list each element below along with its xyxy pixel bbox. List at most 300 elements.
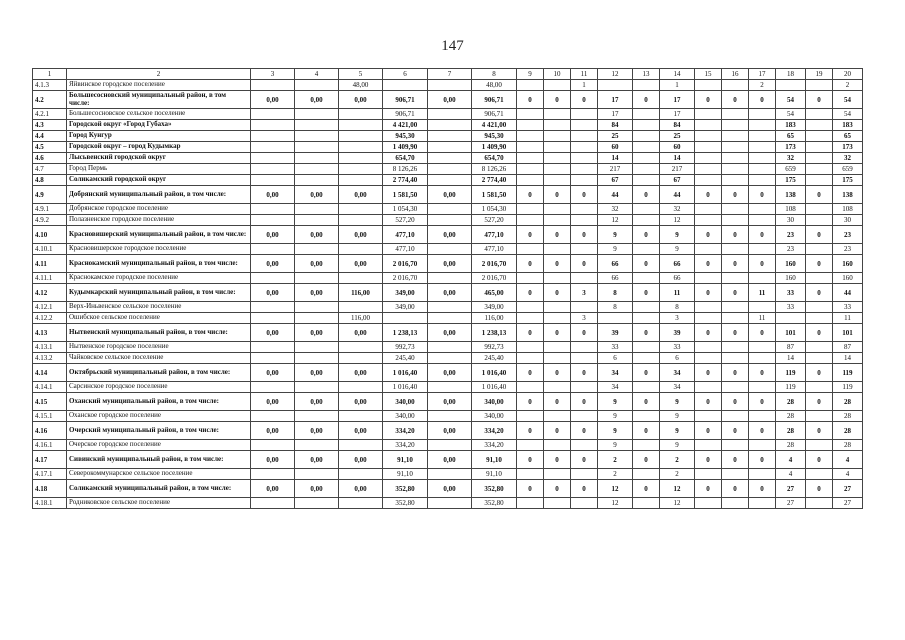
value-cell: 1 016,40 <box>383 382 428 393</box>
value-cell: 0,00 <box>295 226 339 244</box>
value-cell: 34 <box>598 382 633 393</box>
value-cell: 906,71 <box>383 109 428 120</box>
value-cell <box>517 353 544 364</box>
value-cell <box>806 215 833 226</box>
row-code-cell: 4.5 <box>33 142 67 153</box>
value-cell: 9 <box>660 244 695 255</box>
value-cell <box>428 382 472 393</box>
value-cell: 66 <box>598 255 633 273</box>
value-cell <box>633 353 660 364</box>
value-cell: 9 <box>598 422 633 440</box>
value-cell <box>251 142 295 153</box>
value-cell: 34 <box>598 364 633 382</box>
value-cell <box>806 131 833 142</box>
value-cell: 334,20 <box>383 440 428 451</box>
value-cell: 4 <box>776 469 806 480</box>
value-cell: 0,00 <box>295 91 339 109</box>
value-cell <box>749 342 776 353</box>
value-cell <box>571 244 598 255</box>
value-cell: 17 <box>598 91 633 109</box>
value-cell <box>695 204 722 215</box>
value-cell: 9 <box>598 411 633 422</box>
value-cell: 44 <box>833 284 863 302</box>
value-cell <box>544 382 571 393</box>
value-cell <box>749 382 776 393</box>
value-cell <box>749 440 776 451</box>
value-cell <box>633 109 660 120</box>
value-cell <box>339 204 383 215</box>
value-cell <box>544 411 571 422</box>
value-cell: 0 <box>749 393 776 411</box>
row-code-cell: 4.13.2 <box>33 353 67 364</box>
value-cell: 0,00 <box>295 422 339 440</box>
row-name-cell: Очерское городское поселение <box>67 440 251 451</box>
value-cell <box>571 204 598 215</box>
value-cell <box>722 302 749 313</box>
value-cell: 2 016,70 <box>383 255 428 273</box>
value-cell <box>517 142 544 153</box>
value-cell: 477,10 <box>383 226 428 244</box>
value-cell <box>722 313 749 324</box>
value-cell: 2 774,40 <box>383 175 428 186</box>
value-cell <box>517 498 544 509</box>
value-cell <box>633 215 660 226</box>
value-cell <box>749 498 776 509</box>
value-cell: 14 <box>660 153 695 164</box>
value-cell: 334,20 <box>472 440 517 451</box>
value-cell <box>517 440 544 451</box>
value-cell: 465,00 <box>472 284 517 302</box>
value-cell: 0 <box>517 451 544 469</box>
row-code-cell: 4.13.1 <box>33 342 67 353</box>
value-cell <box>295 215 339 226</box>
value-cell <box>517 411 544 422</box>
value-cell <box>722 142 749 153</box>
value-cell <box>295 204 339 215</box>
value-cell: 0 <box>544 422 571 440</box>
value-cell: 32 <box>598 204 633 215</box>
row-name-cell: Город Кунгур <box>67 131 251 142</box>
value-cell <box>251 120 295 131</box>
row-name-cell: Соликамский муниципальный район, в том числе: <box>67 480 251 498</box>
value-cell: 527,20 <box>383 215 428 226</box>
value-cell <box>749 411 776 422</box>
row-name-cell: Городской округ – город Кудымкар <box>67 142 251 153</box>
value-cell: 14 <box>598 153 633 164</box>
value-cell: 1 581,50 <box>383 186 428 204</box>
value-cell <box>428 342 472 353</box>
value-cell <box>428 80 472 91</box>
value-cell: 2 016,70 <box>472 273 517 284</box>
value-cell: 0,00 <box>339 186 383 204</box>
value-cell <box>339 244 383 255</box>
value-cell <box>544 302 571 313</box>
value-cell: 0 <box>571 364 598 382</box>
value-cell: 138 <box>833 186 863 204</box>
value-cell <box>544 440 571 451</box>
value-cell: 659 <box>833 164 863 175</box>
value-cell: 2 774,40 <box>472 175 517 186</box>
row-name-cell: Ошибское сельское поселение <box>67 313 251 324</box>
value-cell: 0,00 <box>295 186 339 204</box>
value-cell: 352,80 <box>472 480 517 498</box>
value-cell: 160 <box>776 273 806 284</box>
value-cell <box>428 440 472 451</box>
value-cell: 54 <box>833 109 863 120</box>
value-cell <box>571 353 598 364</box>
value-cell <box>722 164 749 175</box>
value-cell <box>633 120 660 131</box>
value-cell <box>722 175 749 186</box>
row-code-cell: 4.17.1 <box>33 469 67 480</box>
value-cell: 4 <box>833 451 863 469</box>
value-cell: 659 <box>776 164 806 175</box>
value-cell: 477,10 <box>472 244 517 255</box>
value-cell <box>695 215 722 226</box>
value-cell: 0 <box>633 186 660 204</box>
value-cell: 4 421,00 <box>472 120 517 131</box>
value-cell: 119 <box>776 382 806 393</box>
value-cell: 0 <box>633 422 660 440</box>
value-cell: 0,00 <box>428 255 472 273</box>
value-cell: 2 016,70 <box>472 255 517 273</box>
value-cell: 0 <box>749 480 776 498</box>
value-cell: 9 <box>660 440 695 451</box>
value-cell <box>339 411 383 422</box>
value-cell <box>517 313 544 324</box>
value-cell <box>633 204 660 215</box>
value-cell <box>806 302 833 313</box>
value-cell <box>544 313 571 324</box>
value-cell <box>339 273 383 284</box>
value-cell <box>806 273 833 284</box>
value-cell: 33 <box>598 342 633 353</box>
row-name-cell: Оханское городское поселение <box>67 411 251 422</box>
table-row <box>33 302 863 313</box>
table-row <box>33 411 863 422</box>
row-name-cell: Нытвенский муниципальный район, в том числе: <box>67 324 251 342</box>
value-cell: 0,00 <box>251 393 295 411</box>
value-cell <box>544 131 571 142</box>
value-cell: 0,00 <box>251 451 295 469</box>
value-cell: 0 <box>749 422 776 440</box>
value-cell <box>571 153 598 164</box>
value-cell: 39 <box>660 324 695 342</box>
value-cell: 33 <box>776 284 806 302</box>
value-cell: 0 <box>806 451 833 469</box>
column-number-cell: 15 <box>695 69 722 80</box>
value-cell: 340,00 <box>383 411 428 422</box>
value-cell: 27 <box>776 480 806 498</box>
value-cell <box>383 80 428 91</box>
value-cell: 654,70 <box>472 153 517 164</box>
column-number-cell: 14 <box>660 69 695 80</box>
value-cell <box>571 342 598 353</box>
column-number-cell: 5 <box>339 69 383 80</box>
value-cell: 0 <box>633 324 660 342</box>
column-number-cell: 18 <box>776 69 806 80</box>
value-cell <box>806 204 833 215</box>
table-row <box>33 204 863 215</box>
row-name-cell: Чайковское сельское поселение <box>67 353 251 364</box>
value-cell: 6 <box>598 353 633 364</box>
value-cell <box>749 244 776 255</box>
value-cell: 245,40 <box>472 353 517 364</box>
value-cell: 14 <box>776 353 806 364</box>
value-cell: 54 <box>833 91 863 109</box>
value-cell <box>251 175 295 186</box>
table-row <box>33 255 863 273</box>
value-cell <box>722 80 749 91</box>
value-cell: 0 <box>544 255 571 273</box>
value-cell: 8 <box>598 284 633 302</box>
row-code-cell: 4.3 <box>33 120 67 131</box>
value-cell <box>428 353 472 364</box>
row-name-cell: Полазненское городское поселение <box>67 215 251 226</box>
value-cell: 67 <box>598 175 633 186</box>
value-cell: 9 <box>598 244 633 255</box>
value-cell <box>633 153 660 164</box>
value-cell <box>633 411 660 422</box>
value-cell: 91,10 <box>472 451 517 469</box>
value-cell: 0 <box>695 186 722 204</box>
value-cell <box>806 109 833 120</box>
value-cell <box>295 469 339 480</box>
value-cell: 0 <box>749 186 776 204</box>
value-cell: 0 <box>722 364 749 382</box>
value-cell <box>251 131 295 142</box>
value-cell <box>251 440 295 451</box>
value-cell: 1 409,90 <box>383 142 428 153</box>
value-cell: 0 <box>722 451 749 469</box>
value-cell <box>428 411 472 422</box>
value-cell <box>544 273 571 284</box>
value-cell: 0 <box>571 91 598 109</box>
value-cell <box>806 153 833 164</box>
value-cell <box>695 142 722 153</box>
value-cell <box>722 109 749 120</box>
table-row <box>33 451 863 469</box>
value-cell <box>544 175 571 186</box>
value-cell: 0,00 <box>295 255 339 273</box>
value-cell <box>722 498 749 509</box>
value-cell: 0,00 <box>251 255 295 273</box>
row-code-cell: 4.2 <box>33 91 67 109</box>
value-cell <box>749 204 776 215</box>
value-cell: 3 <box>571 284 598 302</box>
value-cell: 0 <box>722 91 749 109</box>
value-cell <box>806 142 833 153</box>
value-cell <box>695 313 722 324</box>
value-cell: 4 <box>776 451 806 469</box>
value-cell: 0 <box>571 393 598 411</box>
value-cell: 0 <box>544 91 571 109</box>
value-cell: 0 <box>571 186 598 204</box>
value-cell: 9 <box>660 411 695 422</box>
value-cell <box>428 498 472 509</box>
value-cell: 654,70 <box>383 153 428 164</box>
value-cell: 33 <box>776 302 806 313</box>
value-cell <box>517 164 544 175</box>
value-cell: 0 <box>517 226 544 244</box>
value-cell <box>571 302 598 313</box>
table-row <box>33 142 863 153</box>
value-cell: 12 <box>660 480 695 498</box>
value-cell <box>633 273 660 284</box>
value-cell: 0,00 <box>428 226 472 244</box>
value-cell: 349,00 <box>472 302 517 313</box>
value-cell <box>571 498 598 509</box>
value-cell <box>806 164 833 175</box>
value-cell <box>544 204 571 215</box>
value-cell: 340,00 <box>472 411 517 422</box>
value-cell: 0 <box>633 451 660 469</box>
value-cell: 0 <box>722 255 749 273</box>
value-cell: 0 <box>749 255 776 273</box>
value-cell: 0 <box>806 255 833 273</box>
value-cell <box>251 302 295 313</box>
value-cell: 0,00 <box>295 324 339 342</box>
row-code-cell: 4.18.1 <box>33 498 67 509</box>
value-cell: 0 <box>695 451 722 469</box>
value-cell: 160 <box>776 255 806 273</box>
table-row <box>33 80 863 91</box>
value-cell <box>428 175 472 186</box>
value-cell: 34 <box>660 364 695 382</box>
value-cell <box>517 382 544 393</box>
row-code-cell: 4.10 <box>33 226 67 244</box>
value-cell <box>695 120 722 131</box>
value-cell: 0 <box>571 422 598 440</box>
value-cell <box>339 302 383 313</box>
column-number-cell: 2 <box>67 69 251 80</box>
value-cell <box>749 131 776 142</box>
value-cell: 48,00 <box>339 80 383 91</box>
value-cell: 1 054,30 <box>383 204 428 215</box>
value-cell: 28 <box>776 422 806 440</box>
table-row <box>33 273 863 284</box>
value-cell: 32 <box>776 153 806 164</box>
value-cell <box>251 109 295 120</box>
value-cell: 33 <box>660 342 695 353</box>
table-row <box>33 480 863 498</box>
value-cell <box>544 120 571 131</box>
value-cell <box>251 204 295 215</box>
value-cell: 0,00 <box>251 226 295 244</box>
value-cell: 0,00 <box>251 480 295 498</box>
row-code-cell: 4.16 <box>33 422 67 440</box>
value-cell: 119 <box>833 382 863 393</box>
value-cell <box>633 469 660 480</box>
value-cell: 27 <box>833 480 863 498</box>
value-cell: 945,30 <box>383 131 428 142</box>
value-cell <box>295 382 339 393</box>
value-cell <box>295 440 339 451</box>
row-code-cell: 4.16.1 <box>33 440 67 451</box>
value-cell <box>428 164 472 175</box>
value-cell <box>806 498 833 509</box>
row-code-cell: 4.18 <box>33 480 67 498</box>
value-cell: 992,73 <box>472 342 517 353</box>
value-cell <box>695 244 722 255</box>
value-cell <box>806 80 833 91</box>
value-cell <box>695 469 722 480</box>
value-cell: 54 <box>776 91 806 109</box>
value-cell <box>749 109 776 120</box>
value-cell: 9 <box>660 393 695 411</box>
value-cell <box>571 109 598 120</box>
value-cell: 0 <box>544 284 571 302</box>
value-cell: 101 <box>776 324 806 342</box>
value-cell <box>749 215 776 226</box>
row-name-cell: Очерский муниципальный район, в том числе: <box>67 422 251 440</box>
value-cell <box>695 498 722 509</box>
value-cell <box>428 142 472 153</box>
table-row <box>33 186 863 204</box>
value-cell: 9 <box>660 226 695 244</box>
value-cell: 0 <box>695 324 722 342</box>
table-row <box>33 91 863 109</box>
row-name-cell: Красновишерский муниципальный район, в том числе: <box>67 226 251 244</box>
value-cell: 0 <box>517 364 544 382</box>
table-row <box>33 382 863 393</box>
value-cell: 17 <box>660 91 695 109</box>
value-cell: 0 <box>749 451 776 469</box>
value-cell: 87 <box>833 342 863 353</box>
value-cell: 25 <box>660 131 695 142</box>
value-cell <box>251 80 295 91</box>
value-cell <box>428 302 472 313</box>
value-cell <box>295 164 339 175</box>
row-name-cell: Кудымкарский муниципальный район, в том числе: <box>67 284 251 302</box>
value-cell <box>571 142 598 153</box>
value-cell <box>633 440 660 451</box>
value-cell <box>722 469 749 480</box>
value-cell <box>695 382 722 393</box>
value-cell: 1 054,30 <box>472 204 517 215</box>
value-cell <box>251 411 295 422</box>
value-cell <box>544 142 571 153</box>
value-cell: 0 <box>749 91 776 109</box>
row-name-cell: Верх-Иньвенское сельское поселение <box>67 302 251 313</box>
row-code-cell: 4.17 <box>33 451 67 469</box>
table-row <box>33 226 863 244</box>
column-number-cell: 3 <box>251 69 295 80</box>
value-cell <box>776 80 806 91</box>
row-name-cell: Добрянское городское поселение <box>67 204 251 215</box>
value-cell <box>749 153 776 164</box>
value-cell: 0 <box>722 480 749 498</box>
value-cell: 0,00 <box>295 451 339 469</box>
table-row <box>33 244 863 255</box>
table-row <box>33 324 863 342</box>
value-cell: 0 <box>806 91 833 109</box>
value-cell <box>806 120 833 131</box>
value-cell: 28 <box>833 411 863 422</box>
value-cell: 183 <box>776 120 806 131</box>
value-cell <box>428 153 472 164</box>
column-number-cell: 9 <box>517 69 544 80</box>
row-code-cell: 4.15 <box>33 393 67 411</box>
value-cell: 0,00 <box>428 284 472 302</box>
value-cell: 27 <box>776 498 806 509</box>
value-cell: 87 <box>776 342 806 353</box>
value-cell <box>295 142 339 153</box>
value-cell: 0,00 <box>251 284 295 302</box>
value-cell: 91,10 <box>383 451 428 469</box>
value-cell <box>571 164 598 175</box>
value-cell <box>517 153 544 164</box>
